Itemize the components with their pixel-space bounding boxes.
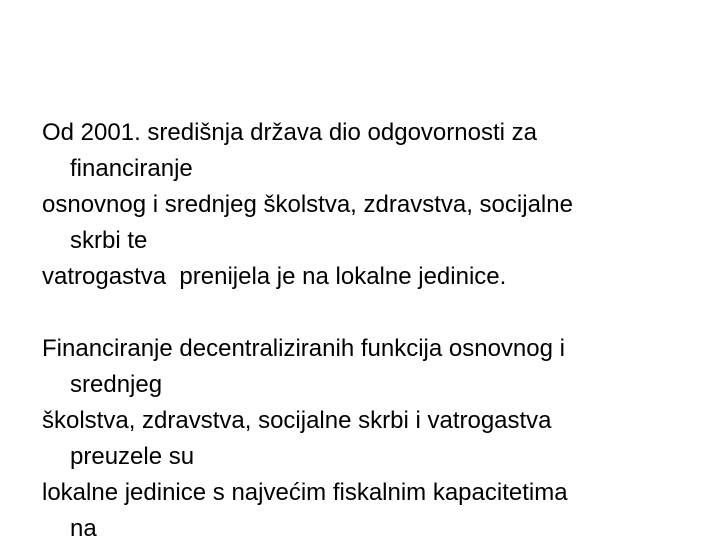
paragraph-2	[42, 331, 712, 540]
paragraph-1-line-1: Od 2001. središnja država dio odgovornosti za	[42, 119, 537, 146]
paragraph-2-line-6: na	[70, 515, 97, 540]
paragraph-2-line-4: preuzele su	[70, 443, 195, 470]
paragraph-1-line-4: skrbi te	[70, 227, 148, 254]
paragraph-gap	[42, 295, 712, 331]
paragraph-1-line-5: vatrogastva prenijela je na lokalne jedinice.	[42, 263, 507, 290]
paragraph-1	[42, 115, 712, 295]
paragraph-2-line-5: lokalne jedinice s najvećim fiskalnim kapacitetima	[42, 479, 568, 506]
paragraph-1-line-3: osnovnog i srednjeg školstva, zdravstva, socijalne	[42, 191, 573, 218]
paragraph-2-line-1: Financiranje decentraliziranih funkcija osnovnog i	[42, 335, 565, 362]
paragraph-2-line-2: srednjeg	[70, 371, 163, 398]
slide-body	[42, 115, 712, 540]
paragraph-1-line-2: financiranje	[70, 155, 193, 182]
paragraph-2-line-3: školstva, zdravstva, socijalne skrbi i vatrogastva	[42, 407, 552, 434]
